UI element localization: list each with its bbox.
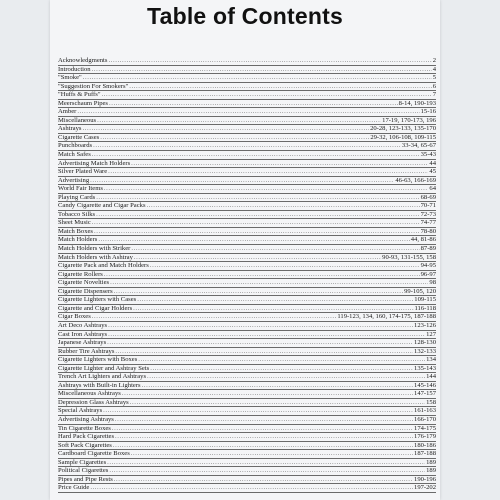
page-title: Table of Contents [147, 3, 343, 29]
toc-entry [58, 228, 436, 237]
toc-entry-pages: 45 [429, 168, 436, 176]
toc-entry-title: Political Cigarettes [58, 467, 109, 475]
toc-dot-leader [150, 262, 420, 270]
toc-entry [58, 459, 436, 468]
toc-entry-pages: 189 [426, 467, 436, 475]
toc-dot-leader [115, 433, 413, 441]
toc-entry [58, 151, 436, 160]
toc-entry-pages: 33-34, 65-67 [401, 142, 436, 150]
toc-entry-pages: 190-196 [414, 475, 436, 483]
toc-dot-leader [108, 331, 425, 339]
table-of-contents-list [58, 57, 436, 493]
toc-entry-pages: 87-89 [420, 245, 436, 253]
toc-dot-leader [150, 365, 413, 373]
toc-entry-title: Special Ashtrays [58, 407, 103, 415]
toc-dot-leader [93, 142, 401, 150]
toc-entry-pages: 64 [429, 185, 436, 193]
toc-entry [58, 399, 436, 408]
toc-entry-title: Meerschaum Pipes [58, 99, 108, 107]
toc-dot-leader [108, 57, 431, 65]
toc-dot-leader [108, 322, 413, 330]
toc-entry-title: Match Holders with Ashtray [58, 253, 133, 261]
toc-entry [58, 484, 436, 493]
toc-entry [58, 348, 436, 357]
toc-entry [58, 313, 436, 322]
toc-entry-pages: 161-163 [414, 407, 436, 415]
toc-entry [58, 202, 436, 211]
toc-entry [58, 476, 436, 485]
toc-entry-title: Match Safes [58, 151, 91, 159]
toc-entry-pages: 147-157 [414, 390, 436, 398]
toc-entry [58, 356, 436, 365]
toc-entry-title: Japanese Ashtrays [58, 339, 107, 347]
toc-dot-leader [107, 339, 413, 347]
toc-entry-title: Advertising Ashtrays [58, 415, 114, 423]
toc-entry [58, 91, 436, 100]
toc-entry-title: Ashtrays [58, 125, 82, 133]
toc-dot-leader [103, 407, 413, 415]
toc-entry-pages: 176-179 [414, 433, 436, 441]
toc-dot-leader [131, 160, 428, 168]
toc-dot-leader [110, 279, 428, 287]
toc-entry-pages: 134 [426, 356, 436, 364]
toc-entry-pages: 6 [432, 82, 436, 90]
toc-dot-leader [83, 74, 432, 82]
toc-dot-leader [92, 66, 432, 74]
toc-entry [58, 442, 436, 451]
toc-entry-title: Tin Cigarette Boxes [58, 424, 111, 432]
toc-entry-title: Introduction [58, 65, 91, 73]
toc-entry-pages: 145-146 [414, 381, 436, 389]
toc-entry-pages: 29-32, 106-108, 109-115 [370, 133, 436, 141]
toc-entry [58, 142, 436, 151]
toc-dot-leader [109, 100, 398, 108]
toc-entry-title: Sheet Music [58, 219, 91, 227]
toc-entry-title: Hard Pack Cigarettes [58, 433, 115, 441]
toc-dot-leader [107, 459, 425, 467]
toc-entry-pages: 94-95 [420, 262, 436, 270]
toc-dot-leader [115, 348, 413, 356]
toc-entry-pages: 8-14, 190-193 [398, 99, 436, 107]
toc-entry-title: Cigarette Lighters with Cases [58, 296, 137, 304]
toc-dot-leader [97, 117, 381, 125]
toc-entry-title: Pipes and Pipe Rests [58, 475, 113, 483]
toc-entry [58, 416, 436, 425]
toc-entry-pages: 74-77 [420, 219, 436, 227]
toc-dot-leader [113, 442, 413, 450]
toc-entry [58, 194, 436, 203]
toc-entry [58, 160, 436, 169]
toc-entry [58, 100, 436, 109]
toc-dot-leader [122, 390, 413, 398]
toc-entry [58, 373, 436, 382]
toc-entry-pages: 90-93, 131-155, 158 [382, 253, 436, 261]
toc-entry-pages: 128-130 [414, 339, 436, 347]
toc-entry-pages: 187-188 [414, 450, 436, 458]
toc-entry [58, 211, 436, 220]
toc-entry [58, 305, 436, 314]
toc-entry-title: Match Holders [58, 236, 98, 244]
toc-entry-title: Art Deco Ashtrays [58, 321, 108, 329]
toc-entry [58, 322, 436, 331]
toc-entry [58, 433, 436, 442]
toc-entry-title: Cigarette Lighters with Boxes [58, 356, 138, 364]
toc-entry [58, 382, 436, 391]
toc-entry-pages: 5 [432, 74, 436, 82]
toc-entry-title: Amber [58, 108, 77, 116]
toc-entry-pages: 189 [426, 458, 436, 466]
toc-dot-leader [142, 382, 413, 390]
toc-entry-title: Cigar Boxes [58, 313, 91, 321]
toc-dot-leader [147, 202, 420, 210]
document-page [50, 0, 440, 500]
toc-entry-title: World Fair Items [58, 185, 103, 193]
toc-entry-title: Miscellaneous Ashtrays [58, 390, 121, 398]
toc-dot-leader [92, 151, 420, 159]
toc-entry-title: Trench Art Lighters and Ashtrays [58, 373, 147, 381]
toc-entry-title: Cigarette Pack and Match Holders [58, 262, 149, 270]
toc-entry-title: Ashtrays with Built-in Lighters [58, 381, 141, 389]
toc-entry-pages: 98 [429, 279, 436, 287]
toc-entry [58, 296, 436, 305]
toc-entry [58, 185, 436, 194]
toc-entry-title: "Smoke" [58, 74, 82, 82]
toc-entry-pages: 44 [429, 159, 436, 167]
toc-dot-leader [138, 356, 425, 364]
toc-entry-pages: 132-133 [414, 347, 436, 355]
toc-dot-leader [77, 108, 419, 116]
toc-dot-leader [100, 134, 369, 142]
toc-entry-pages: 180-186 [414, 441, 436, 449]
toc-entry-pages: 119-123, 134, 160, 174-175, 187-188 [337, 313, 436, 321]
toc-entry [58, 365, 436, 374]
toc-entry [58, 236, 436, 245]
toc-entry [58, 117, 436, 126]
toc-entry [58, 74, 436, 83]
toc-dot-leader [134, 254, 381, 262]
toc-dot-leader [130, 399, 425, 407]
toc-dot-leader [92, 313, 337, 321]
toc-entry-title: Cigarette and Cigar Holders [58, 304, 133, 312]
toc-entry-pages: 20-28, 123-133, 135-170 [370, 125, 436, 133]
toc-entry [58, 108, 436, 117]
toc-entry-title: Depression Glass Ashtrays [58, 398, 129, 406]
toc-dot-leader [131, 450, 413, 458]
toc-entry-title: Cigarette Rollers [58, 270, 103, 278]
toc-entry-pages: 7 [432, 91, 436, 99]
toc-entry-title: Match Boxes [58, 227, 93, 235]
toc-dot-leader [102, 91, 432, 99]
toc-entry-title: Miscellaneous [58, 116, 97, 124]
toc-entry-title: Candy Cigarette and Cigar Packs [58, 202, 146, 210]
toc-entry-title: Sample Cigarettes [58, 458, 107, 466]
toc-dot-leader [90, 484, 413, 492]
toc-entry [58, 407, 436, 416]
toc-entry [58, 339, 436, 348]
toc-entry-pages: 197-202 [414, 484, 436, 492]
toc-dot-leader [104, 185, 429, 193]
toc-entry-pages: 158 [426, 398, 436, 406]
toc-entry-pages: 2 [432, 57, 436, 64]
toc-entry [58, 262, 436, 271]
toc-entry-title: Cigarette Novelties [58, 279, 110, 287]
toc-entry-title: Playing Cards [58, 193, 96, 201]
toc-entry-pages: 70-71 [420, 202, 436, 210]
toc-entry-title: Punchboards [58, 142, 93, 150]
toc-entry [58, 390, 436, 399]
toc-entry-pages: 99-105, 120 [404, 287, 436, 295]
toc-dot-leader [114, 476, 413, 484]
toc-entry [58, 425, 436, 434]
toc-entry-title: Advertising [58, 176, 90, 184]
toc-entry-title: Silver Plated Ware [58, 168, 108, 176]
toc-dot-leader [96, 211, 420, 219]
toc-entry-pages: 174-175 [414, 424, 436, 432]
toc-dot-leader [90, 177, 394, 185]
toc-entry-title: Acknowledgments [58, 57, 108, 64]
toc-entry [58, 467, 436, 476]
toc-entry-title: "Suggestion For Smokers" [58, 82, 129, 90]
toc-entry [58, 450, 436, 459]
toc-dot-leader [129, 83, 431, 91]
toc-entry [58, 125, 436, 134]
toc-dot-leader [94, 228, 420, 236]
toc-entry-title: Cigarette Dispensers [58, 287, 113, 295]
toc-entry-title: Cigarette Lighter and Ashtray Sets [58, 364, 150, 372]
toc-dot-leader [147, 373, 425, 381]
toc-dot-leader [133, 305, 413, 313]
toc-entry-pages: 44, 81-86 [410, 236, 436, 244]
toc-dot-leader [131, 245, 419, 253]
toc-entry [58, 134, 436, 143]
toc-dot-leader [112, 425, 413, 433]
toc-entry-pages: 135-143 [414, 364, 436, 372]
toc-entry-title: Tobacco Silks [58, 210, 96, 218]
toc-dot-leader [92, 219, 420, 227]
toc-entry-pages: 35-43 [420, 151, 436, 159]
toc-entry [58, 245, 436, 254]
toc-entry [58, 219, 436, 228]
toc-entry-pages: 46-63, 166-169 [395, 176, 436, 184]
toc-entry [58, 279, 436, 288]
toc-entry-title: Cardboard Cigarette Boxes [58, 450, 130, 458]
toc-entry [58, 288, 436, 297]
toc-entry [58, 168, 436, 177]
toc-entry-pages: 4 [432, 65, 436, 73]
toc-dot-leader [115, 416, 413, 424]
toc-entry-pages: 68-69 [420, 193, 436, 201]
toc-entry-pages: 72-73 [420, 210, 436, 218]
toc-entry-title: Price Guide [58, 484, 90, 492]
toc-dot-leader [96, 194, 419, 202]
toc-entry-title: Advertising Match Holders [58, 159, 131, 167]
toc-entry [58, 177, 436, 186]
toc-entry-pages: 109-115 [414, 296, 436, 304]
toc-entry [58, 83, 436, 92]
toc-entry [58, 331, 436, 340]
toc-entry-title: Cast Iron Ashtrays [58, 330, 108, 338]
toc-entry [58, 66, 436, 75]
toc-entry-title: Cigarette Cases [58, 133, 100, 141]
toc-entry-title: "Huffs & Puffs" [58, 91, 101, 99]
toc-entry [58, 254, 436, 263]
toc-entry-pages: 17-19, 170-173, 196 [382, 116, 436, 124]
toc-entry [58, 271, 436, 280]
toc-entry-title: Rubber Tire Ashtrays [58, 347, 115, 355]
toc-entry-pages: 127 [426, 330, 436, 338]
toc-entry-pages: 144 [426, 373, 436, 381]
toc-dot-leader [104, 271, 420, 279]
toc-dot-leader [98, 236, 409, 244]
toc-dot-leader [114, 288, 403, 296]
toc-dot-leader [82, 125, 369, 133]
toc-entry-pages: 123-126 [414, 321, 436, 329]
toc-entry-pages: 78-80 [420, 227, 436, 235]
toc-entry-pages: 15-16 [420, 108, 436, 116]
toc-dot-leader [109, 467, 425, 475]
toc-dot-leader [137, 296, 413, 304]
toc-entry-title: Match Holders with Striker [58, 245, 131, 253]
toc-entry-pages: 96-97 [420, 270, 436, 278]
toc-entry-pages: 116-118 [414, 304, 436, 312]
toc-entry-title: Soft Pack Cigarettes [58, 441, 112, 449]
toc-entry [58, 57, 436, 66]
toc-entry-pages: 166-170 [414, 415, 436, 423]
toc-dot-leader [108, 168, 428, 176]
